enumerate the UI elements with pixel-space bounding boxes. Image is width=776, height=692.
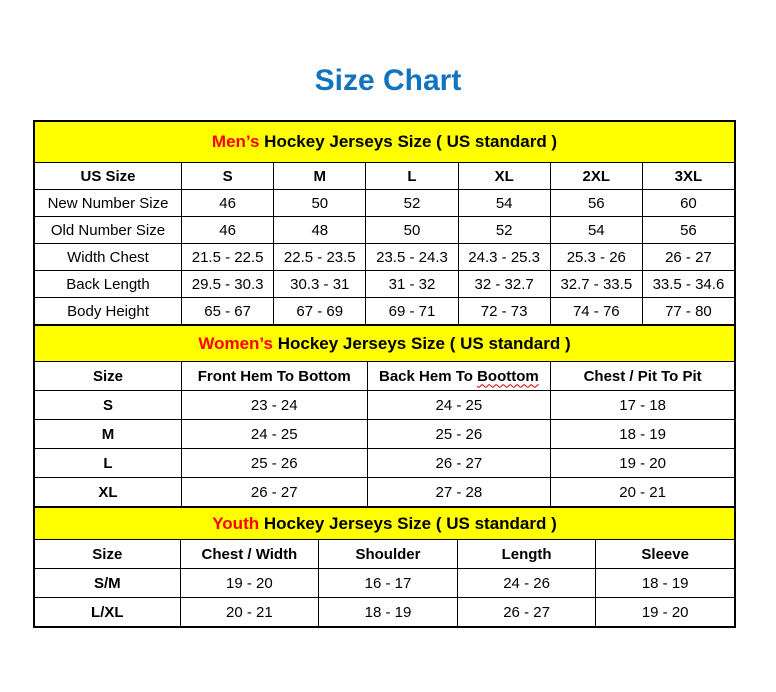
size-value-cell: 50: [274, 190, 366, 217]
size-value-cell: 50: [366, 217, 458, 244]
size-value-cell: 17 - 18: [551, 391, 735, 420]
size-value-cell: 77 - 80: [642, 298, 734, 325]
size-value-cell: 48: [274, 217, 366, 244]
size-value-cell: 46: [182, 190, 274, 217]
size-value-cell: 33.5 - 34.6: [642, 271, 734, 298]
size-value-cell: 32 - 32.7: [458, 271, 550, 298]
size-value-cell: 25 - 26: [367, 420, 551, 449]
women-column-header-row: [35, 362, 735, 391]
size-value-cell: 67 - 69: [274, 298, 366, 325]
table-row: [35, 190, 735, 217]
column-header: S: [182, 163, 274, 190]
row-label: S/M: [35, 569, 181, 598]
column-header: 3XL: [642, 163, 734, 190]
table-row: [35, 391, 735, 420]
size-value-cell: 46: [182, 217, 274, 244]
youth-section-title-rest: Hockey Jerseys Size ( US standard ): [259, 513, 557, 533]
youth-section-highlight: Youth: [212, 513, 260, 533]
women-section-highlight: Women’s: [198, 333, 273, 353]
men-column-header-row: [35, 163, 735, 190]
table-row: [35, 598, 735, 627]
column-header: US Size: [35, 163, 182, 190]
column-header: [367, 362, 551, 391]
size-value-cell: 25.3 - 26: [550, 244, 642, 271]
size-value-cell: 65 - 67: [182, 298, 274, 325]
size-value-cell: 24.3 - 25.3: [458, 244, 550, 271]
row-label: Width Chest: [35, 244, 182, 271]
size-value-cell: 74 - 76: [550, 298, 642, 325]
column-header: Front Hem To Bottom: [182, 362, 368, 391]
table-row: [35, 298, 735, 325]
men-section-title-rest: Hockey Jerseys Size ( US standard ): [259, 132, 558, 151]
size-value-cell: 69 - 71: [366, 298, 458, 325]
column-header: Size: [35, 540, 181, 569]
men-section-highlight: Men’s: [211, 132, 260, 151]
size-value-cell: 26 - 27: [367, 449, 551, 478]
column-header: 2XL: [550, 163, 642, 190]
size-value-cell: 19 - 20: [596, 598, 735, 627]
size-value-cell: 60: [642, 190, 734, 217]
size-value-cell: 54: [458, 190, 550, 217]
size-value-cell: 52: [458, 217, 550, 244]
size-value-cell: 18 - 19: [319, 598, 458, 627]
size-value-cell: 24 - 26: [457, 569, 596, 598]
size-value-cell: 21.5 - 22.5: [182, 244, 274, 271]
youth-section-header: [35, 508, 735, 540]
youth-size-table: [34, 507, 735, 627]
mens-size-table: [34, 121, 735, 325]
size-value-cell: 20 - 21: [180, 598, 319, 627]
row-label: Back Length: [35, 271, 182, 298]
size-value-cell: 22.5 - 23.5: [274, 244, 366, 271]
row-label: S: [35, 391, 182, 420]
size-value-cell: 27 - 28: [367, 478, 551, 507]
row-label: Body Height: [35, 298, 182, 325]
row-label: XL: [35, 478, 182, 507]
row-label: New Number Size: [35, 190, 182, 217]
size-value-cell: 25 - 26: [182, 449, 368, 478]
size-value-cell: 20 - 21: [551, 478, 735, 507]
table-row: [35, 569, 735, 598]
table-row: [35, 478, 735, 507]
size-value-cell: 19 - 20: [551, 449, 735, 478]
size-value-cell: 19 - 20: [180, 569, 319, 598]
column-header: Sleeve: [596, 540, 735, 569]
row-label: M: [35, 420, 182, 449]
table-row: [35, 244, 735, 271]
column-header-text: Back Hem To: [379, 367, 478, 385]
table-row: [35, 217, 735, 244]
size-value-cell: 29.5 - 30.3: [182, 271, 274, 298]
size-value-cell: 32.7 - 33.5: [550, 271, 642, 298]
table-row: [35, 420, 735, 449]
column-header: Chest / Width: [180, 540, 319, 569]
column-header: Length: [457, 540, 596, 569]
size-value-cell: 30.3 - 31: [274, 271, 366, 298]
table-row: [35, 271, 735, 298]
row-label: L: [35, 449, 182, 478]
size-chart-tables: [33, 120, 736, 628]
page-title: Size Chart: [314, 64, 462, 97]
size-value-cell: 52: [366, 190, 458, 217]
column-header: L: [366, 163, 458, 190]
size-value-cell: 72 - 73: [458, 298, 550, 325]
column-header: XL: [458, 163, 550, 190]
size-value-cell: 56: [550, 190, 642, 217]
size-value-cell: 26 - 27: [182, 478, 368, 507]
size-value-cell: 16 - 17: [319, 569, 458, 598]
size-value-cell: 26 - 27: [642, 244, 734, 271]
size-value-cell: 24 - 25: [182, 420, 368, 449]
womens-size-table: [34, 325, 735, 507]
size-value-cell: 18 - 19: [551, 420, 735, 449]
size-value-cell: 24 - 25: [367, 391, 551, 420]
size-value-cell: 23 - 24: [182, 391, 368, 420]
misspelled-word: Boottom: [477, 367, 539, 385]
size-value-cell: 56: [642, 217, 734, 244]
women-section-title-rest: Hockey Jerseys Size ( US standard ): [272, 333, 571, 353]
row-label: L/XL: [35, 598, 181, 627]
size-value-cell: 26 - 27: [457, 598, 596, 627]
youth-column-header-row: [35, 540, 735, 569]
men-section-header: [35, 122, 735, 163]
column-header: M: [274, 163, 366, 190]
size-value-cell: 31 - 32: [366, 271, 458, 298]
size-value-cell: 23.5 - 24.3: [366, 244, 458, 271]
column-header: Shoulder: [319, 540, 458, 569]
row-label: Old Number Size: [35, 217, 182, 244]
women-section-header: [35, 326, 735, 362]
column-header: Size: [35, 362, 182, 391]
table-row: [35, 449, 735, 478]
size-value-cell: 18 - 19: [596, 569, 735, 598]
column-header: Chest / Pit To Pit: [551, 362, 735, 391]
size-value-cell: 54: [550, 217, 642, 244]
